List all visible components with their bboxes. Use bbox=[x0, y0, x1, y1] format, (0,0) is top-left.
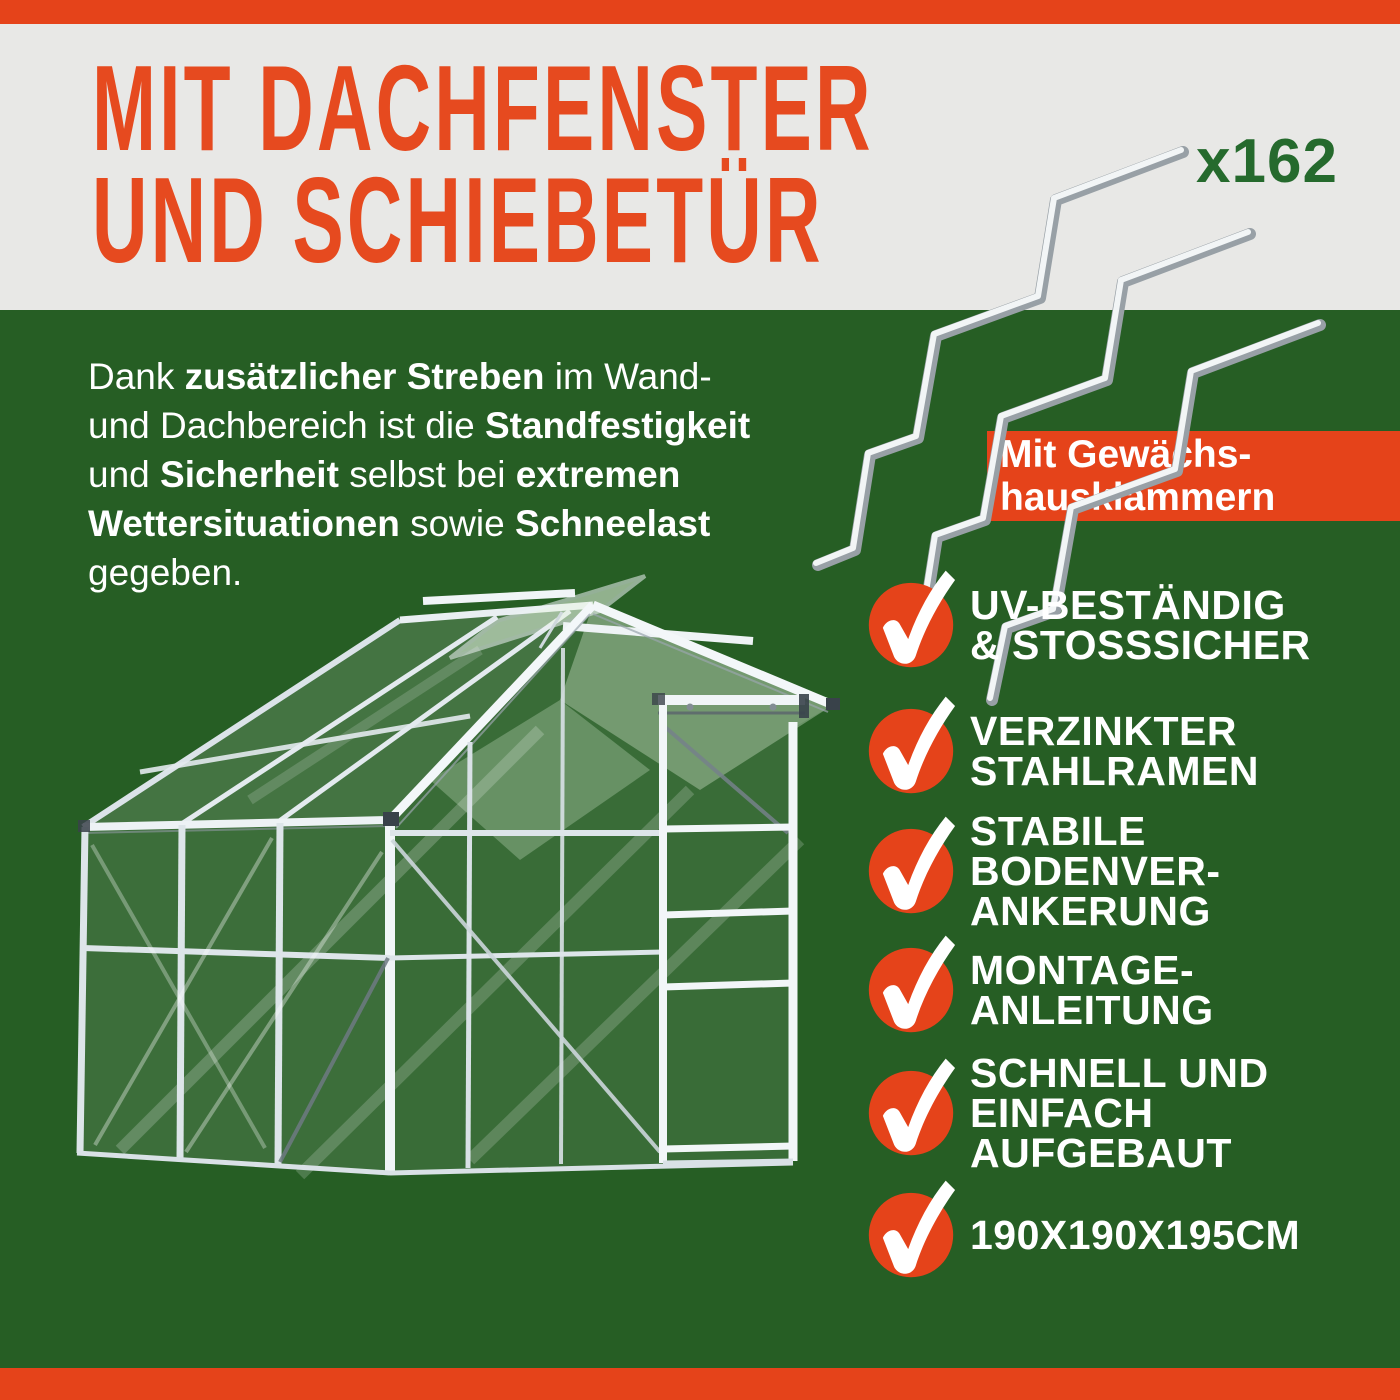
check-item-label: UV-BESTÄNDIG & STOSSSICHER bbox=[970, 582, 1311, 668]
description bbox=[88, 352, 750, 597]
page-title bbox=[92, 40, 874, 288]
description-line: Dank zusätzlicher Streben im Wand- bbox=[88, 356, 712, 397]
badge-line: Mit Gewächs- bbox=[1000, 433, 1252, 476]
check-item-label: 190X190X195CM bbox=[970, 1212, 1301, 1258]
check-item-label: MONTAGE- ANLEITUNG bbox=[970, 947, 1214, 1033]
check-item bbox=[864, 808, 1384, 934]
title-line-1: MIT DACHFENSTER bbox=[92, 40, 874, 176]
check-icon bbox=[864, 1054, 958, 1159]
check-item bbox=[864, 580, 1384, 670]
clip-count: x162 bbox=[1196, 127, 1338, 196]
check-item bbox=[864, 1190, 1384, 1280]
top-bar bbox=[0, 0, 1400, 24]
check-icon bbox=[864, 566, 958, 671]
check-item-label: STABILE BODENVER- ANKERUNG bbox=[970, 808, 1221, 934]
check-item bbox=[864, 1050, 1384, 1176]
title-line-2: UND SCHIEBETÜR bbox=[92, 152, 824, 288]
description-line: und Dachbereich ist die Standfestigkeit bbox=[88, 405, 751, 446]
check-item-label: SCHNELL UND EINFACH AUFGEBAUT bbox=[970, 1050, 1269, 1176]
check-icon bbox=[864, 1176, 958, 1281]
description-line: und Sicherheit selbst bei extremen bbox=[88, 454, 681, 495]
check-item bbox=[864, 945, 1384, 1035]
badge-line: hausklammern bbox=[1000, 476, 1276, 519]
check-item bbox=[864, 706, 1384, 796]
check-item-label: VERZINKTER STAHLRAMEN bbox=[970, 708, 1259, 794]
check-icon bbox=[864, 812, 958, 917]
bottom-bar bbox=[0, 1368, 1400, 1400]
check-icon bbox=[864, 692, 958, 797]
description-line: Wettersituationen sowie Schneelast bbox=[88, 503, 711, 544]
clip-badge bbox=[987, 431, 1400, 521]
check-icon bbox=[864, 931, 958, 1036]
description-line: gegeben. bbox=[88, 552, 243, 593]
